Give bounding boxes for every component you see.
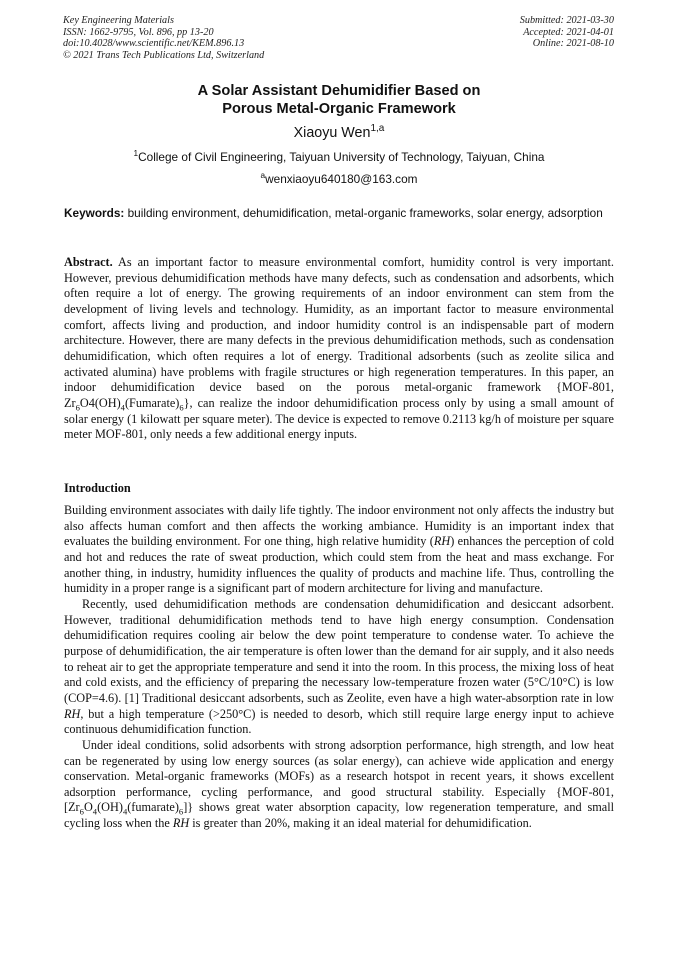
abstract-label: Abstract. [64, 255, 113, 269]
p2-rh: RH [64, 706, 81, 721]
p2-text-a: Recently, used dehumidification methods are condensation dehumidification and desiccant adsorbent. However, traditional dehumidification methods tend to have high energy consumption. Condensation dehumidification requires cooling air below the dew point temperature to condense water. To achieve the purpose of dehumidification, the air temperature is often lower than the demand for air supply, and it also needs to reheat air to get the appropriate temperature and send it into the room. In this process, the mixing loss of heat and cold exists, and the efficiency of preparing the necessary low-temperature frozen water (5°C/10°C) is low (COP=4.6). [1] Traditional desiccant adsorbents, such as Zeolite, even have a high water-absorption rate in low [64, 596, 614, 705]
abstract-text-3: (Fumarate) [124, 395, 180, 410]
author-superscript: 1,a [370, 123, 385, 135]
author-name: Xiaoyu Wen [293, 125, 371, 141]
online-date: Online: 2021-08-10 [532, 38, 614, 50]
abstract-sub-3: 6 [179, 402, 184, 413]
author [0, 124, 678, 142]
p2-text-b: , but a high temperature (>250°C) is needed to desorb, which still require large energy input to achieve continuous dehumidification function. [64, 706, 614, 737]
p3-rh: RH [172, 816, 190, 831]
p3-text-f: is greater than 20%, making it an ideal material for dehumidification. [189, 816, 532, 831]
abstract-text-1: As an important factor to measure environmental comfort, humidity control is very important. However, previous dehumidification methods have many defects, such as condensation and adsorbents, which often require a lot of energy. The growing requirements of an indoor environment can stem from the development of living levels and technology. Humidity, as an important factor to measure environmental comfort, affects living and production, and indoor humidity control is an indispensable part of modern architecture. However, there are many defects in the previous dehumidification methods, such as condensation dehumidification, which often requires a lot of energy. Traditional adsorbents (such as zeolite silica and activated alumina) have problems with fragile structures or high regeneration temperatures. In this paper, an indoor dehumidification device based on the porous metal-organic framework {MOF-801, Zr [64, 255, 614, 410]
paper-title [0, 82, 678, 118]
keywords [64, 206, 614, 221]
p3-text-c: (OH) [97, 800, 123, 815]
p3-sub-3: 4 [122, 806, 128, 817]
keywords-text: building environment, dehumidification, metal-organic frameworks, solar energy, adsorption [127, 206, 603, 220]
copyright: © 2021 Trans Tech Publications Ltd, Switzerland [63, 49, 265, 61]
title-line-1: A Solar Assistant Dehumidifier Based on [197, 83, 481, 99]
affiliation-text: College of Civil Engineering, Taiyuan University of Technology, Taiyuan, China [138, 150, 545, 164]
intro-paragraph-2 [64, 597, 614, 738]
journal-info [63, 15, 264, 61]
introduction-body [64, 503, 614, 832]
title-line-2: Porous Metal-Organic Framework [222, 101, 456, 117]
abstract-sub-2: 4 [120, 402, 125, 413]
author-email [0, 171, 678, 187]
abstract [64, 255, 614, 443]
p3-text-d: (fumarate) [127, 800, 179, 815]
journal-name: Key Engineering Materials [63, 15, 174, 26]
intro-paragraph-3 [64, 738, 614, 832]
p3-text-b: O [83, 800, 93, 815]
submitted-date: Submitted: 2021-03-30 [519, 15, 614, 26]
p3-text-a: Under ideal conditions, solid adsorbents with strong adsorption performance, high strength, and low heat can be regenerated by using low energy sources (as solar energy), can achieve wide application and energy conservation. Metal-organic frameworks (MOFs) as a research hotspot in recent years, it shows excellent adsorption performance, cycling performance, and good structural stability. Especially {MOF-801, [Zr [64, 737, 614, 815]
p1-rh: RH [433, 534, 451, 549]
intro-paragraph-1 [64, 503, 614, 597]
issn: ISSN: 1662-9795, Vol. 896, pp 13-20 [63, 26, 214, 38]
accepted-date: Accepted: 2021-04-01 [523, 26, 614, 38]
email-address: wenxiaoyu640180@163.com [265, 172, 418, 186]
p3-sub-1: 6 [79, 806, 84, 817]
p1-text-a: Building environment associates with daily life tightly. The indoor environment not only affects the industry but also affects human comfort and then affects the working ambiance. Humidity is an important index that evaluates the building environment. For one thing, high relative humidity ( [64, 503, 614, 549]
p3-sub-4: 6 [178, 806, 184, 817]
affiliation [0, 149, 678, 165]
p3-text-e: ]} shows great water absorption capacity, low regeneration temperature, and small cycling loss when the [64, 800, 614, 831]
keywords-label: Keywords: [64, 206, 125, 220]
publication-dates [520, 15, 614, 50]
p1-text-b: ) enhances the perception of cold and hot and reduces the rate of sweat production, which could stem from the heat and mass exchange. For another thing, in industry, humidity influences the quality of products and machine life. Thus, controlling the humidity in a proper range is a significant part of modern architecture for living and manufacture. [64, 534, 614, 596]
p3-sub-2: 4 [92, 806, 98, 817]
section-heading-introduction: Introduction [64, 481, 131, 495]
affiliation-superscript: 1 [133, 149, 139, 159]
abstract-sub-1: 6 [75, 402, 80, 413]
abstract-text-2: O4(OH) [79, 395, 121, 410]
abstract-text-4: }, can realize the indoor dehumidification process only by using a small amount of solar energy (1 kilowatt per square meter). The device is expected to remove 0.2113 kg/h of moisture per square meter MOF-801, only needs a few additional energy inputs. [64, 395, 614, 442]
email-superscript: a [260, 171, 266, 181]
doi: doi:10.4028/www.scientific.net/KEM.896.13 [63, 38, 245, 50]
